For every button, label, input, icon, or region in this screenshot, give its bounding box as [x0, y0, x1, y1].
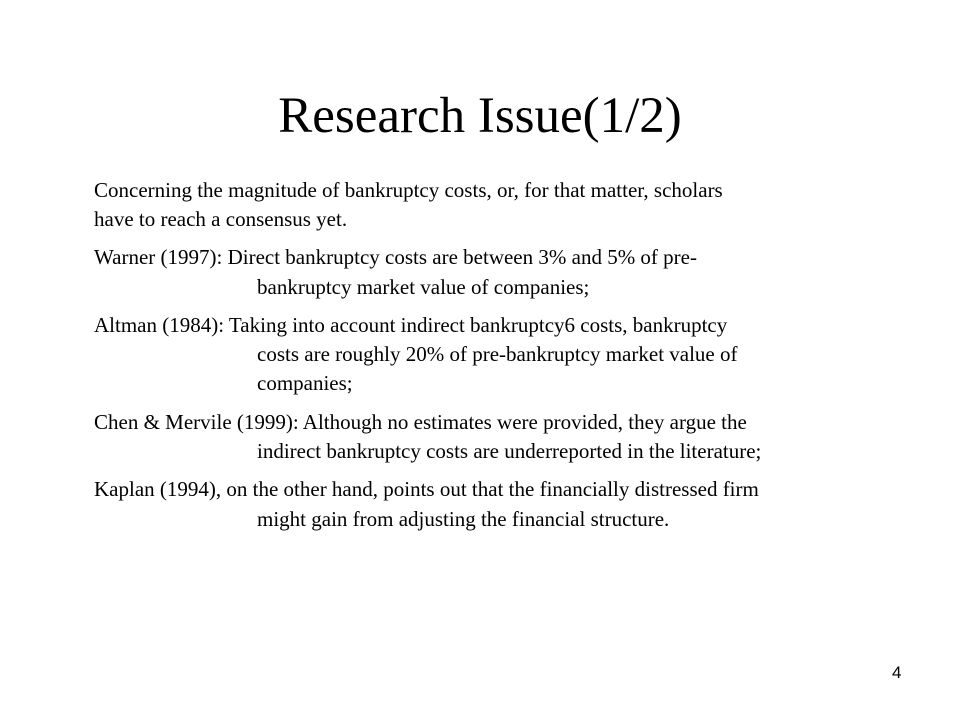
paragraph-5-line-2: might gain from adjusting the financial structure.	[257, 507, 670, 531]
paragraph-4-line-1: Chen & Mervile (1999): Although no estimates were provided, they argue the	[94, 410, 747, 434]
paragraph-1-line-2: have to reach a consensus yet.	[94, 207, 348, 231]
paragraph-5-line-1: Kaplan (1994), on the other hand, points out that the financially distressed firm	[94, 477, 759, 501]
paragraph-1-line-1: Concerning the magnitude of bankruptcy costs, or, for that matter, scholars	[94, 178, 723, 202]
paragraph-4-line-2: indirect bankruptcy costs are underreported in the literature;	[257, 439, 762, 463]
paragraph-3-line-2: costs are roughly 20% of pre-bankruptcy market value of	[257, 342, 738, 366]
paragraph-3-line-3: companies;	[257, 371, 353, 395]
paragraph-3-line-1: Altman (1984): Taking into account indirect bankruptcy6 costs, bankruptcy	[94, 313, 728, 337]
paragraph-2-line-2: bankruptcy market value of companies;	[257, 275, 590, 299]
page-number: 4	[892, 663, 902, 682]
paragraph-2-line-1: Warner (1997): Direct bankruptcy costs are between 3% and 5% of pre-	[94, 245, 697, 269]
slide-title: Research Issue(1/2)	[278, 88, 682, 144]
